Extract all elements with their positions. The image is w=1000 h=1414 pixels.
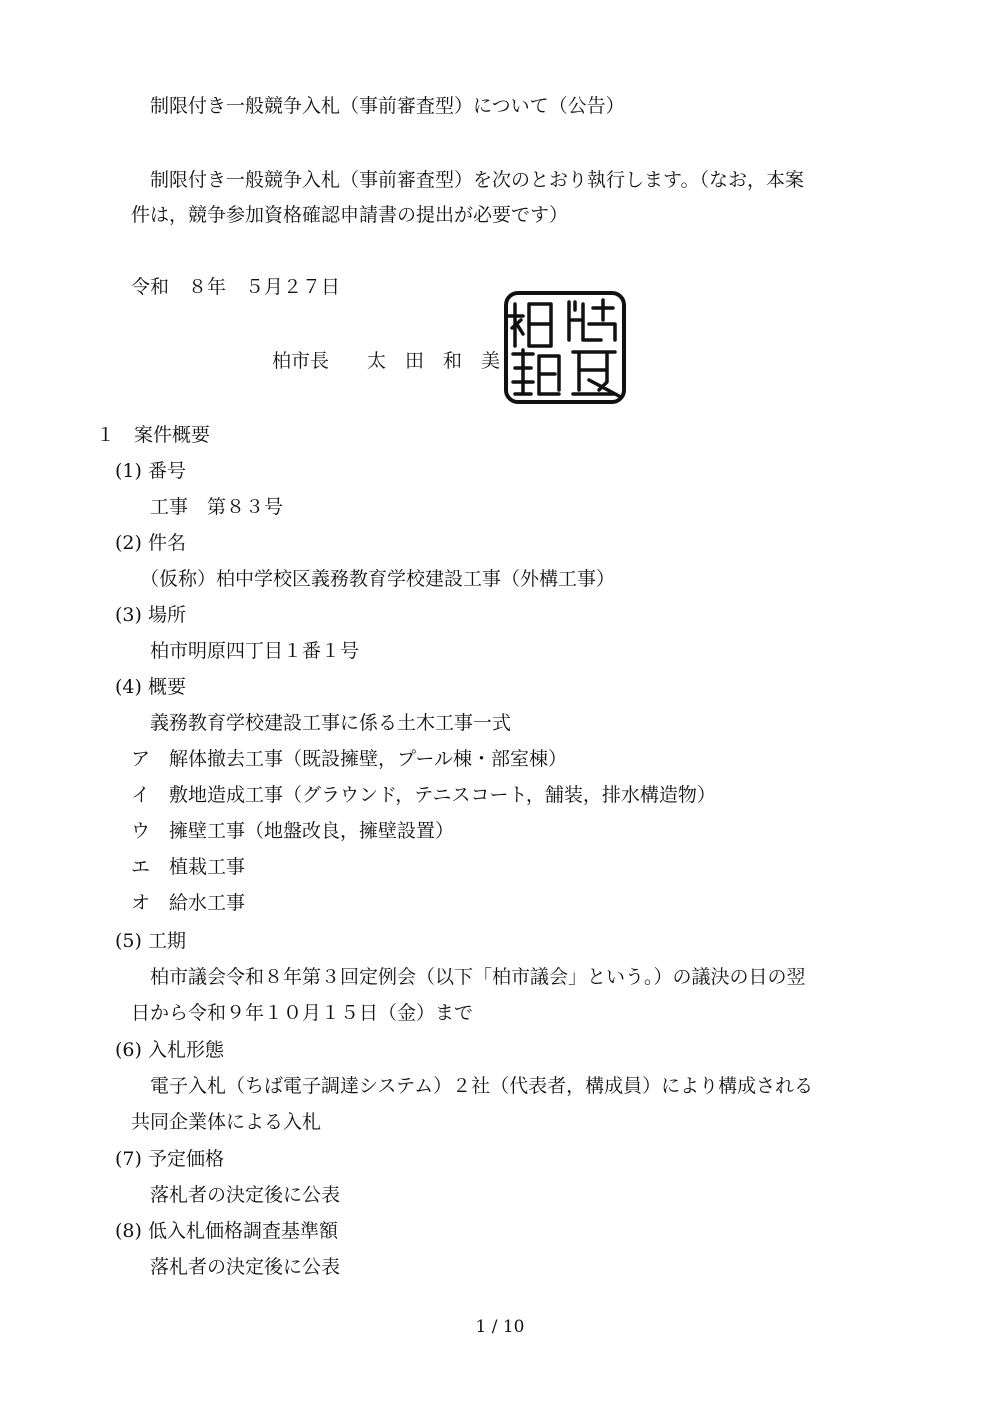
- item-place-value: 柏市明原四丁目１番１号: [150, 640, 360, 662]
- overview-sub-a: ア 解体撤去工事（既設擁壁，プール棟・部室棟）: [131, 748, 568, 770]
- section-1-heading: １ 案件概要: [96, 424, 211, 446]
- item-place-label: (3) 場所: [115, 604, 186, 626]
- item-planned-price-value: 落札者の決定後に公表: [150, 1184, 341, 1206]
- item-number-value: 工事 第８３号: [150, 496, 284, 518]
- page-number: 1 / 10: [475, 1317, 525, 1337]
- announcement-date: 令和 ８年 ５月２７日: [131, 276, 341, 298]
- intro-line-1: 制限付き一般競争入札（事前審査型）を次のとおり執行します。（なお，本案: [150, 169, 804, 191]
- document-title: 制限付き一般競争入札（事前審査型）について（公告）: [150, 95, 625, 117]
- overview-sub-i: イ 敷地造成工事（グラウンド，テニスコート，舗装，排水構造物）: [131, 784, 716, 806]
- item-number-label: (1) 番号: [115, 460, 186, 482]
- item-overview-label: (4) 概要: [115, 676, 186, 698]
- overview-sub-e: エ 植栽工事: [131, 856, 246, 878]
- item-name-value: （仮称）柏中学校区義務教育学校建設工事（外構工事）: [140, 568, 616, 590]
- item-bid-form-line-2: 共同企業体による入札: [131, 1111, 322, 1133]
- item-overview-value: 義務教育学校建設工事に係る土木工事一式: [150, 712, 512, 734]
- item-period-line-1: 柏市議会令和８年第３回定例会（以下「柏市議会」という。）の議決の日の翌: [150, 966, 806, 988]
- intro-line-2: 件は，競争参加資格確認申請書の提出が必要です）: [131, 204, 569, 226]
- official-seal-icon: [503, 290, 627, 405]
- item-bid-form-label: (6) 入札形態: [115, 1039, 224, 1061]
- item-planned-price-label: (7) 予定価格: [115, 1148, 224, 1170]
- item-name-label: (2) 件名: [115, 532, 186, 554]
- item-period-line-2: 日から令和９年１０月１５日（金）まで: [131, 1002, 474, 1024]
- issuer-name: 柏市長 太 田 和 美: [272, 350, 501, 372]
- overview-sub-o: オ 給水工事: [131, 892, 246, 914]
- item-low-bid-label: (8) 低入札価格調査基準額: [115, 1220, 338, 1242]
- overview-sub-u: ウ 擁壁工事（地盤改良，擁壁設置）: [131, 820, 455, 842]
- item-period-label: (5) 工期: [115, 930, 186, 952]
- item-low-bid-value: 落札者の決定後に公表: [150, 1256, 341, 1278]
- item-bid-form-line-1: 電子入札（ちば電子調達システム）２社（代表者，構成員）により構成される: [150, 1075, 814, 1097]
